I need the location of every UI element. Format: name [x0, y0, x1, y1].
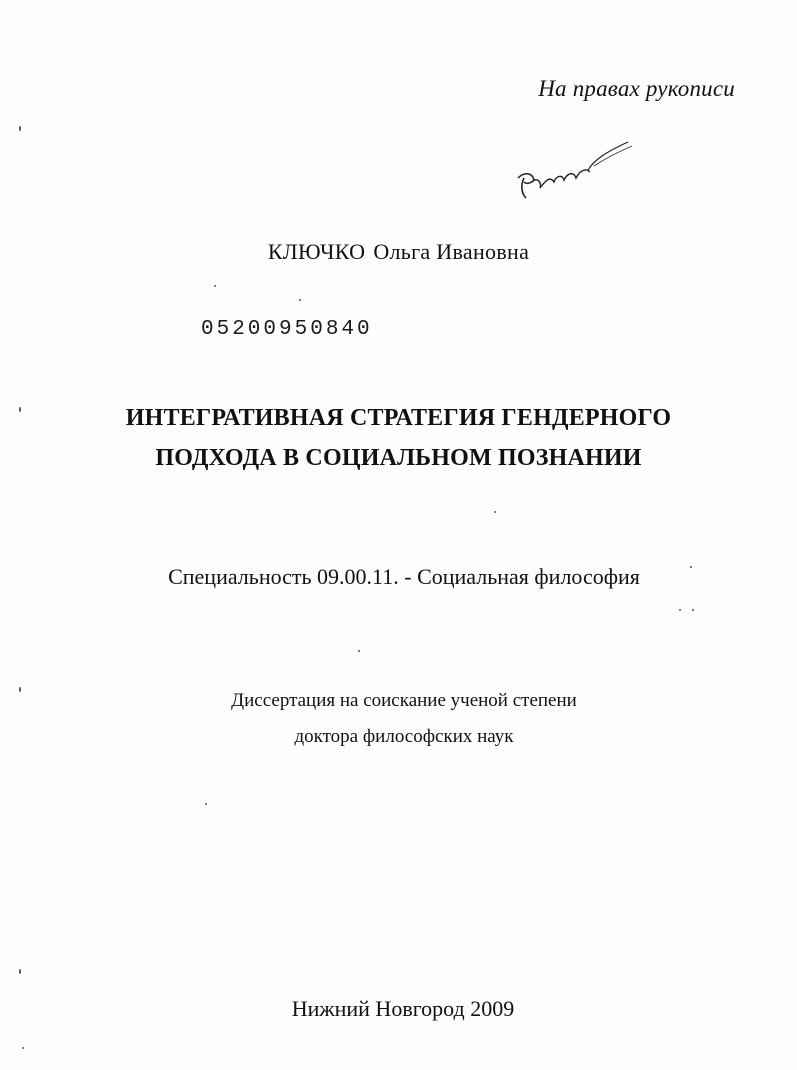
author-given-names: Ольга Ивановна: [373, 239, 530, 264]
scan-speck: [494, 511, 496, 513]
title-line-2: ПОДХОДА В СОЦИАЛЬНОМ ПОЗНАНИИ: [155, 445, 642, 471]
degree-line-1: Диссертация на соискание ученой степени: [231, 690, 577, 711]
title-line-1: ИНТЕГРАТИВНАЯ СТРАТЕГИЯ ГЕНДЕРНОГО: [125, 405, 672, 431]
scan-speck: [358, 650, 360, 652]
registration-code: 05200950840: [201, 318, 373, 341]
scan-speck: [19, 126, 21, 131]
dissertation-title: [0, 398, 797, 478]
degree-line-2: доктора философских наук: [294, 726, 514, 747]
handwritten-signature: [510, 122, 640, 212]
scan-speck: [19, 407, 21, 412]
scan-speck: [22, 1047, 24, 1049]
author-surname: КЛЮЧКО: [267, 239, 366, 264]
scan-speck: [299, 299, 301, 301]
city-year: Нижний Новгород 2009: [291, 996, 515, 1021]
degree-statement: [0, 683, 797, 755]
scan-speck: [679, 609, 681, 611]
scan-speck: [690, 566, 692, 568]
scan-speck: [19, 969, 21, 974]
scan-speck: [205, 803, 207, 805]
rights-notice: На правах рукописи: [538, 76, 735, 101]
specialty-line: Специальность 09.00.11. - Социальная философия: [168, 564, 640, 589]
scan-speck: [19, 687, 21, 692]
scan-speck: [692, 609, 694, 611]
author-line: [0, 239, 797, 265]
scan-speck: [214, 285, 216, 287]
